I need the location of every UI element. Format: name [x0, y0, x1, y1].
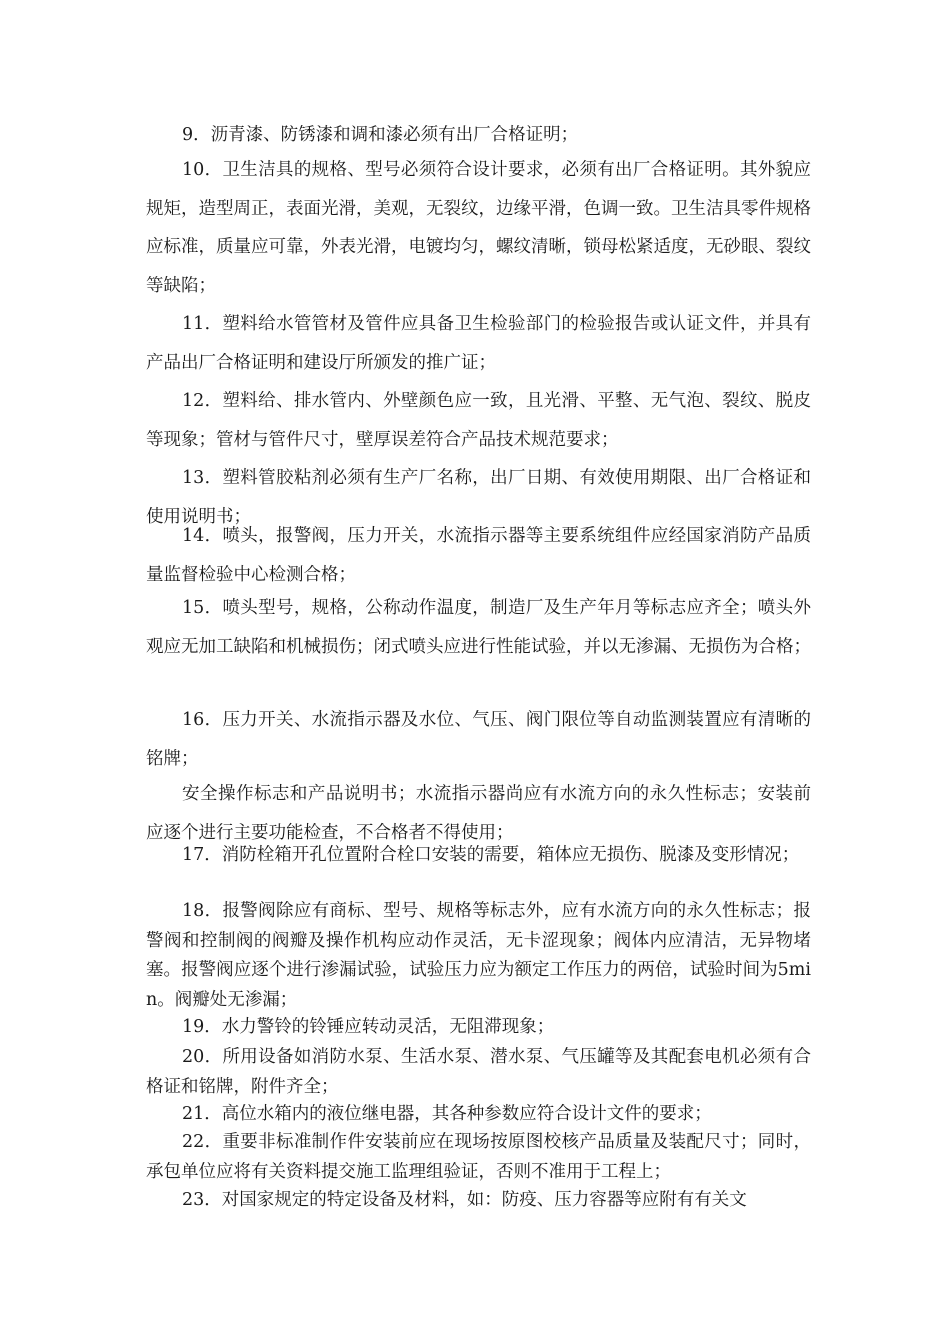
paragraph-item-13: 13．塑料管胶粘剂必须有生产厂名称，出厂日期、有效使用期限、出厂合格证和使用说明书；	[146, 468, 811, 527]
paragraph-item-12: 12．塑料给、排水管内、外壁颜色应一致，且光滑、平整、无气泡、裂纹、脱皮等现象；管材与管件尺寸，壁厚误差符合产品技术规范要求；	[146, 391, 811, 450]
paragraph-item-20: 20．所用设备如消防水泵、生活水泵、潜水泵、气压罐等及其配套电机必须有合格证和铭牌，附件齐全；	[146, 1047, 811, 1097]
paragraph-item-22: 22．重要非标准制作件安装前应在现场按原图校核产品质量及装配尺寸；同时，承包单位应将有关资料提交施工监理组验证，否则不准用于工程上；	[146, 1132, 811, 1182]
paragraph-item-15: 15．喷头型号，规格，公称动作温度，制造厂及生产年月等标志应齐全；喷头外观应无加工缺陷和机械损伤；闭式喷头应进行性能试验，并以无渗漏、无损伤为合格；	[146, 598, 811, 657]
paragraph-item-16: 16．压力开关、水流指示器及水位、气压、阀门限位等自动监测装置应有清晰的铭牌；	[146, 710, 811, 769]
paragraph-item-9: 9．沥青漆、防锈漆和调和漆必须有出厂合格证明；	[182, 125, 579, 145]
paragraph-item-17: 17．消防栓箱开孔位置附合栓口安装的需要，箱体应无损伤、脱漆及变形情况；	[182, 845, 800, 865]
paragraph-item-19: 19．水力警铃的铃锤应转动灵活，无阻滞现象；	[182, 1017, 555, 1037]
paragraph-item-18: 18．报警阀除应有商标、型号、规格等标志外，应有水流方向的永久性标志；报警阀和控制阀的阀瓣及操作机构应动作灵活，无卡涩现象；阀体内应清洁，无异物堵塞。报警阀应逐个进行渗漏试验，试验压力应为额定工作压力的两倍，试验时间为5min。阀瓣处无渗漏；	[146, 901, 811, 1010]
paragraph-continuation: 安全操作标志和产品说明书；水流指示器尚应有水流方向的永久性标志；安装前应逐个进行主要功能检查，不合格者不得使用；	[146, 784, 811, 843]
paragraph-item-11: 11．塑料给水管管材及管件应具备卫生检验部门的检验报告或认证文件，并具有产品出厂合格证明和建设厅所颁发的推广证；	[146, 314, 811, 373]
paragraph-item-10: 10．卫生洁具的规格、型号必须符合设计要求，必须有出厂合格证明。其外貌应规矩，造型周正，表面光滑，美观，无裂纹，边缘平滑，色调一致。卫生洁具零件规格应标准，质量应可靠，外表光滑，电镀均匀，螺纹清晰，锁母松紧适度，无砂眼、裂纹等缺陷；	[146, 160, 811, 296]
paragraph-item-21: 21．高位水箱内的液位继电器，其各种参数应符合设计文件的要求；	[182, 1104, 712, 1124]
paragraph-item-23: 23．对国家规定的特定设备及材料，如：防疫、压力容器等应附有有关文	[182, 1190, 747, 1210]
paragraph-item-14: 14．喷头，报警阀，压力开关，水流指示器等主要系统组件应经国家消防产品质量监督检验中心检测合格；	[146, 526, 811, 585]
